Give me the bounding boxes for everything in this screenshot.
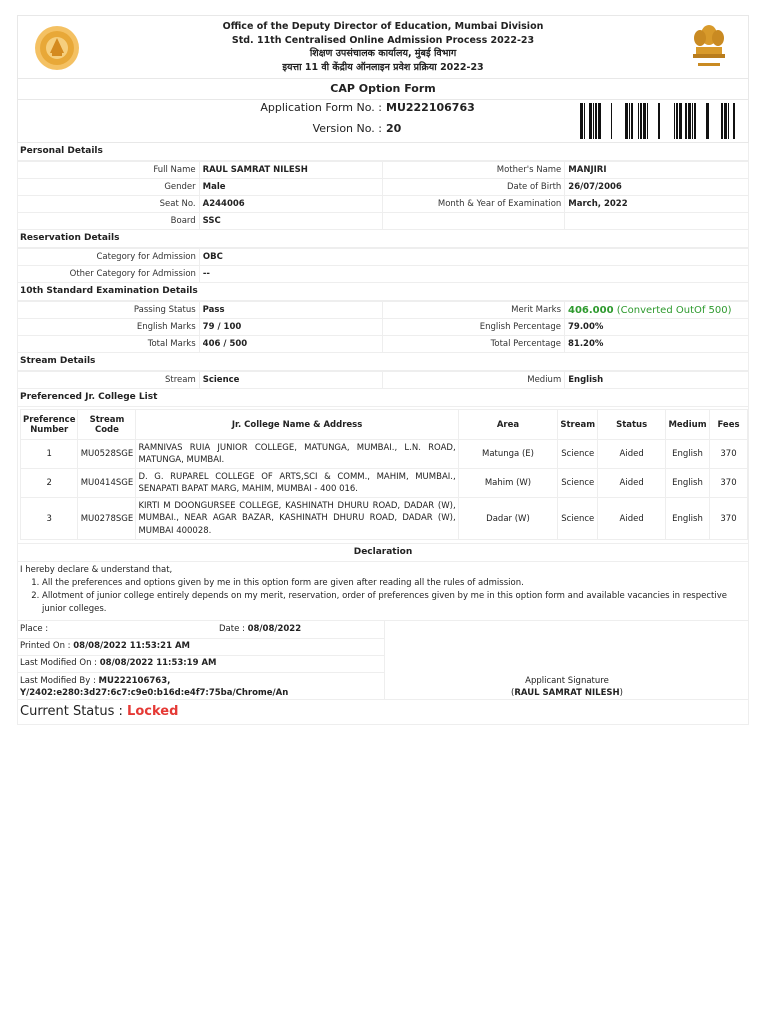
footer-left — [18, 621, 385, 699]
table-cell: KIRTI M DOONGURSEE COLLEGE, KASHINATH DHURU ROAD, DADAR (W), MUMBAI., NEAR AGAR BAZAR, KASHINATH DHURU ROAD, DADAR (W), MUMBAI 400028. — [136, 498, 458, 540]
divider — [18, 655, 384, 656]
declaration-heading: Declaration — [17, 544, 749, 562]
printed-label: Printed On : — [20, 641, 71, 651]
table-cell: English — [666, 440, 710, 469]
empty-cell — [565, 213, 749, 230]
header-line-4: इयत्ता 11 वी केंद्रीय ऑनलाइन प्रवेश प्रक्रिया 2022-23 — [282, 61, 484, 73]
table-cell: Aided — [598, 498, 666, 540]
table-row — [18, 319, 749, 336]
modified-by-agent: Y/2402:e280:3d27:6c7:c9e0:b16d:e4f7:75ba/Chrome/An — [20, 688, 289, 698]
column-header: Area — [458, 410, 558, 440]
status-badge: Locked — [127, 704, 179, 719]
table-cell: Dadar (W) — [458, 498, 558, 540]
table-cell: Science — [558, 498, 598, 540]
maharashtra-seal-icon — [32, 25, 82, 71]
signature-label: Applicant Signature — [525, 676, 609, 686]
modified-by-line — [20, 675, 288, 699]
full-name-value: RAUL SAMRAT NILESH — [199, 162, 383, 179]
table-cell: English — [666, 498, 710, 540]
table-row — [18, 213, 749, 230]
total-marks-label: Total Marks — [18, 336, 200, 353]
personal-details-table — [17, 161, 749, 230]
table-header-row — [21, 410, 748, 440]
merit-marks-label: Merit Marks — [383, 302, 565, 319]
table-cell: English — [666, 469, 710, 498]
english-percentage-value: 79.00% — [565, 319, 749, 336]
stream-details-table — [17, 371, 749, 389]
table-cell: Matunga (E) — [458, 440, 558, 469]
table-row — [21, 498, 748, 540]
declaration-item: 2. Allotment of junior college entirely depends on my merit, reservation, order of preferences given by me in this option form and available vacancies in respective junior colleges. — [42, 590, 745, 616]
dob-label: Date of Birth — [383, 179, 565, 196]
table-row — [18, 266, 749, 283]
personal-details-heading: Personal Details — [17, 143, 749, 161]
application-number-label: Application Form No. : — [260, 101, 382, 114]
table-cell: 2 — [21, 469, 78, 498]
english-marks-label: English Marks — [18, 319, 200, 336]
other-category-label: Other Category for Admission — [18, 266, 200, 283]
column-header: Jr. College Name & Address — [136, 410, 458, 440]
form-title: CAP Option Form — [17, 78, 749, 100]
table-cell: RAMNIVAS RUIA JUNIOR COLLEGE, MATUNGA, MUMBAI., L.N. ROAD, MATUNGA, MUMBAI. — [136, 440, 458, 469]
reservation-details-heading: Reservation Details — [17, 230, 749, 248]
college-preference-table — [20, 409, 748, 540]
college-list-heading: Preferenced Jr. College List — [17, 389, 749, 407]
passing-status-value: Pass — [199, 302, 383, 319]
column-header: Fees — [710, 410, 748, 440]
signature-block — [384, 675, 750, 699]
divider — [18, 672, 384, 673]
signature-name: RAUL SAMRAT NILESH — [514, 688, 620, 698]
table-row — [18, 179, 749, 196]
column-header: Status — [598, 410, 666, 440]
divider — [18, 638, 384, 639]
table-row — [18, 162, 749, 179]
merit-marks-value: 406.000 — [568, 304, 614, 316]
place-label: Place : — [20, 624, 49, 634]
modified-value: 08/08/2022 11:53:19 AM — [99, 658, 217, 668]
merit-marks-cell — [565, 302, 749, 319]
column-header: Preference Number — [21, 410, 78, 440]
full-name-label: Full Name — [18, 162, 200, 179]
stream-label: Stream — [18, 372, 200, 389]
total-marks-value: 406 / 500 — [199, 336, 383, 353]
header-line-2: Std. 11th Centralised Online Admission Process 2022-23 — [231, 34, 535, 46]
medium-label: Medium — [383, 372, 565, 389]
table-cell: MU0528SGE — [78, 440, 136, 469]
table-cell: Science — [558, 469, 598, 498]
table-cell: MU0278SGE — [78, 498, 136, 540]
table-cell: Mahim (W) — [458, 469, 558, 498]
english-percentage-label: English Percentage — [383, 319, 565, 336]
application-info — [17, 100, 749, 143]
table-cell: Science — [558, 440, 598, 469]
exam-label: Month & Year of Examination — [383, 196, 565, 213]
college-table-body — [21, 440, 748, 540]
mother-name-label: Mother's Name — [383, 162, 565, 179]
tenth-details-table — [17, 301, 749, 353]
table-cell: Aided — [598, 440, 666, 469]
column-header: Stream Code — [78, 410, 136, 440]
board-label: Board — [18, 213, 200, 230]
dob-value: 26/07/2006 — [565, 179, 749, 196]
column-header: Stream — [558, 410, 598, 440]
version-label: Version No. : — [312, 122, 382, 135]
seat-value: A244006 — [199, 196, 383, 213]
other-category-value: -- — [199, 266, 748, 283]
national-emblem-icon — [684, 21, 734, 75]
board-value: SSC — [199, 213, 383, 230]
table-row — [18, 372, 749, 389]
printed-line — [20, 641, 190, 651]
empty-cell — [383, 213, 565, 230]
table-cell: 3 — [21, 498, 78, 540]
table-cell: 370 — [710, 440, 748, 469]
table-row — [18, 336, 749, 353]
medium-value: English — [565, 372, 749, 389]
category-label: Category for Admission — [18, 249, 200, 266]
date-value: 08/08/2022 — [247, 624, 302, 634]
modified-by-label: Last Modified By : — [20, 676, 96, 686]
printed-value: 08/08/2022 11:53:21 AM — [73, 641, 190, 651]
footer-details — [17, 621, 749, 700]
status-label: Current Status : — [20, 704, 123, 719]
total-percentage-value: 81.20% — [565, 336, 749, 353]
date-line — [219, 624, 301, 634]
gender-value: Male — [199, 179, 383, 196]
declaration-intro: I hereby declare & understand that, — [20, 565, 173, 575]
category-value: OBC — [199, 249, 748, 266]
total-percentage-label: Total Percentage — [383, 336, 565, 353]
gender-label: Gender — [18, 179, 200, 196]
barcode-icon — [580, 103, 735, 139]
application-number: MU222106763 — [386, 101, 475, 114]
table-row — [18, 196, 749, 213]
merit-marks-note: (Converted OutOf 500) — [616, 304, 732, 316]
english-marks-value: 79 / 100 — [199, 319, 383, 336]
table-cell: 370 — [710, 469, 748, 498]
modified-by-value: MU222106763, — [98, 676, 171, 686]
table-row — [21, 469, 748, 498]
version-number: 20 — [386, 122, 402, 135]
tenth-details-heading: 10th Standard Examination Details — [17, 283, 749, 301]
table-cell: D. G. RUPAREL COLLEGE OF ARTS,SCI & COMM., MAHIM, MUMBAI., SENAPATI BAPAT MARG, MAHIM, MUMBAI - 400 016. — [136, 469, 458, 498]
table-row — [18, 302, 749, 319]
application-number-row — [198, 101, 475, 114]
document-header — [17, 15, 749, 78]
stream-details-heading: Stream Details — [17, 353, 749, 371]
column-header: Medium — [666, 410, 710, 440]
declaration-text — [17, 562, 749, 621]
cap-option-form — [17, 15, 749, 725]
version-row — [198, 122, 401, 135]
exam-value: March, 2022 — [565, 196, 749, 213]
college-list-wrapper — [17, 407, 749, 544]
seat-label: Seat No. — [18, 196, 200, 213]
table-row — [21, 440, 748, 469]
table-cell: MU0414SGE — [78, 469, 136, 498]
declaration-list — [20, 577, 745, 616]
declaration-item: 1. All the preferences and options given by me in this option form are given after reading all the rules of admission. — [42, 577, 745, 590]
modified-label: Last Modified On : — [20, 658, 98, 668]
signature-name-line: (RAUL SAMRAT NILESH) — [511, 688, 623, 698]
table-cell: Aided — [598, 469, 666, 498]
date-label: Date : — [219, 624, 245, 634]
table-cell: 1 — [21, 440, 78, 469]
mother-name-value: MANJIRI — [565, 162, 749, 179]
table-row — [18, 249, 749, 266]
stream-value: Science — [199, 372, 383, 389]
header-line-3: शिक्षण उपसंचालक कार्यालय, मुंबई विभाग — [309, 48, 457, 59]
current-status — [17, 700, 749, 725]
header-line-1: Office of the Deputy Director of Education, Mumbai Division — [222, 21, 544, 32]
passing-status-label: Passing Status — [18, 302, 200, 319]
reservation-details-table — [17, 248, 749, 283]
table-cell: 370 — [710, 498, 748, 540]
modified-line — [20, 658, 217, 668]
